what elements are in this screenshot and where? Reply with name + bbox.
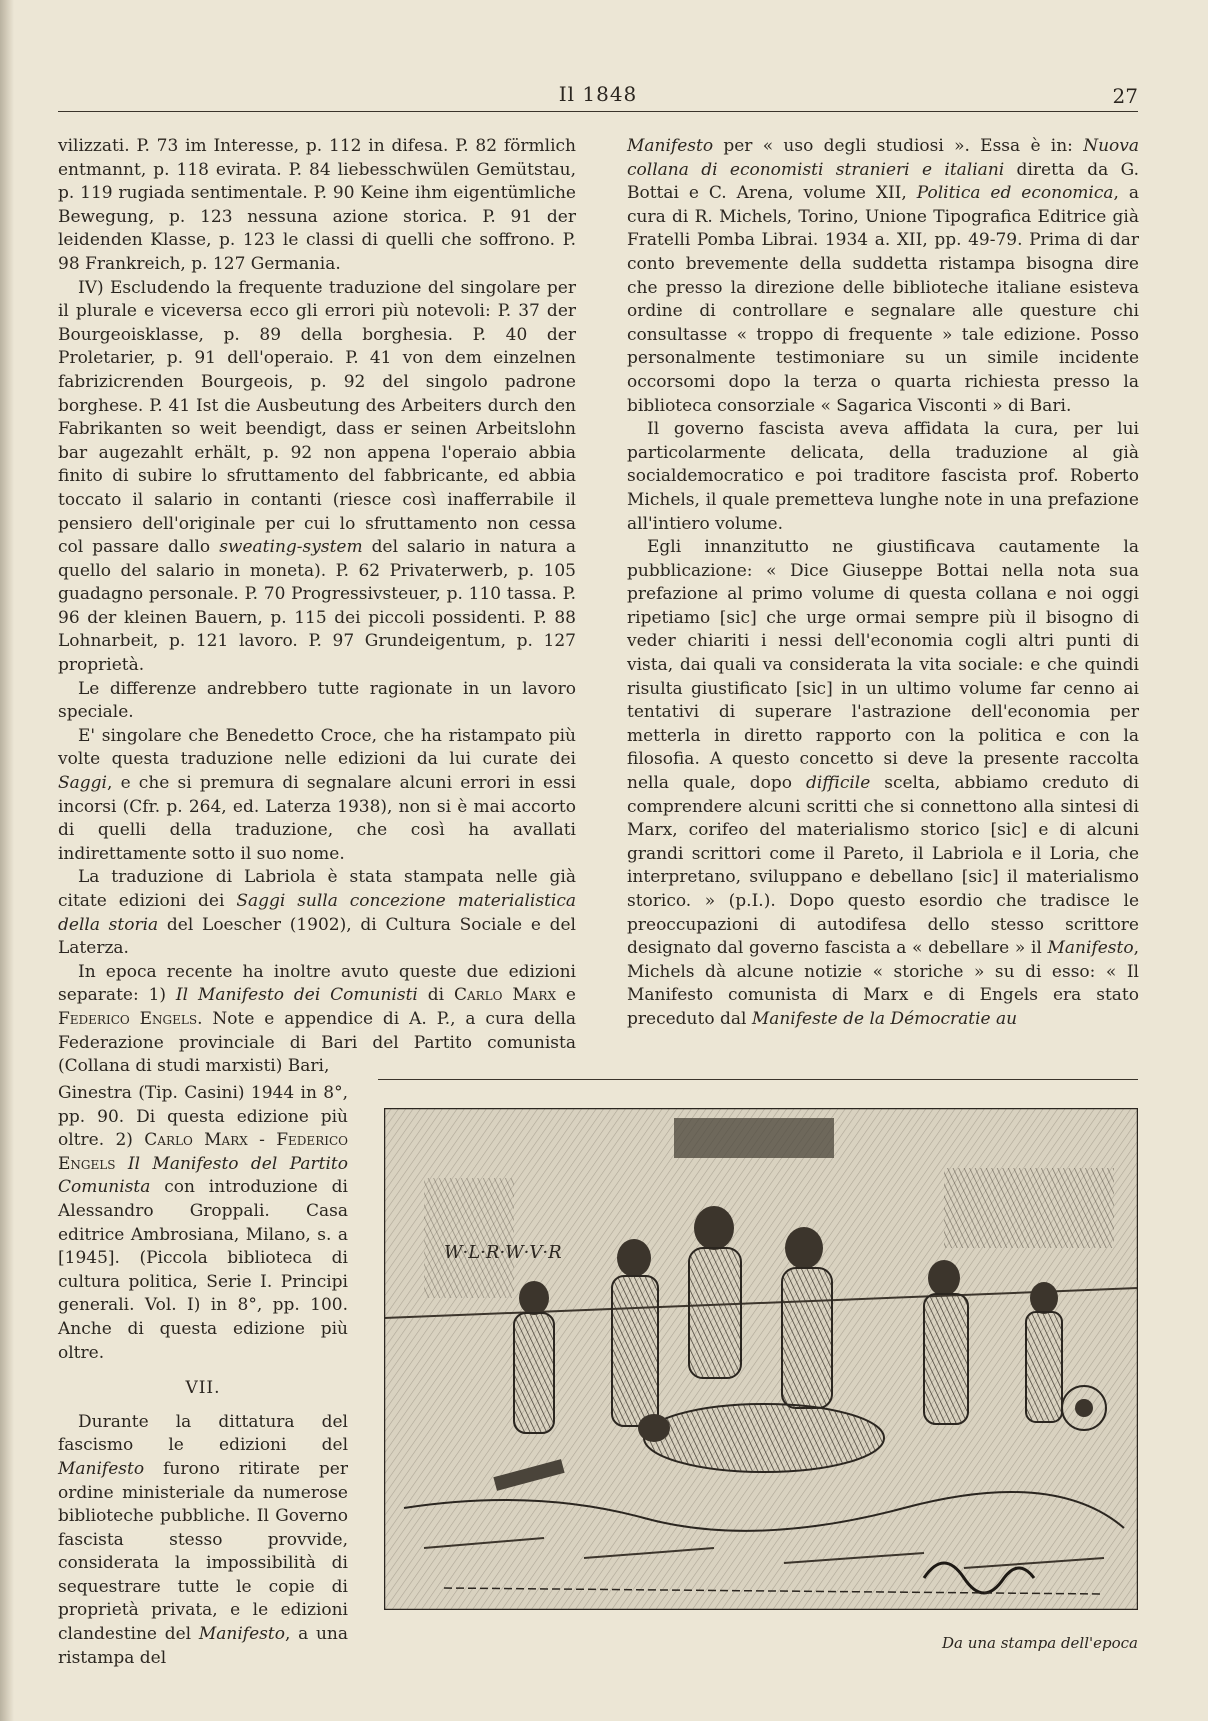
paragraph: vilizzati. P. 73 im Interesse, p. 112 in difesa. P. 82 förmlich entmannt, p. 118 evirata. P. 84 liebesschwülen Gemütstau, p. 119 rugiada sentimentale. P. 90 Keine ihm eigentümliche Bewegung, p. 123 nessuna azione storica. P. 91 der leidenden Klasse, p. 123 le classi di quelli che soffrono. P. 98 Frankreich, p. 127 Germania. bbox=[58, 136, 576, 274]
running-title: Il 1848 bbox=[558, 82, 638, 106]
paragraph: IV) Escludendo la frequente traduzione del singolare per il plurale e viceversa ecco gli errori più notevoli: P. 37 der Bourgeoisklasse, p. 89 della borghesia. P. 40 der Proletarier, p. 91 dell'operaio. P. 41 von dem einzelnen fabrizicrenden Bourgeois, p. 92 del singolo padrone borghese. P. 41 Ist die Ausbeutung des Arbeiters durch den Fabrikanten so weit beendigt, dass er seinen Arbeitslohn bar augezahlt erhält, p. 92 non appena l'operaio abbia finito di subire lo sfruttamento del fabbricante, ed abbia toccato il salario in contanti (riesce così inafferrabile il pensiero dell'originale per cui lo sfruttamento non cessa col passare dallo sweating-system del salario in natura a quello del salario in moneta). P. 62 Privaterwerb, p. 105 guadagno personale. P. 70 Progressivsteuer, p. 110 tassa. P. 96 der kleinen Bauern, p. 115 dei piccoli possidenti. P. 88 Lohnarbeit, p. 121 lavoro. P. 97 Grundeigentum, p. 127 proprietà. bbox=[58, 277, 576, 676]
right-column bbox=[627, 135, 1139, 1032]
paragraph: E' singolare che Benedetto Croce, che ha ristampato più volte questa traduzione nelle edizioni da lui curate dei Saggi, e che si premura di segnalare alcuni errori in essi incorsi (Cfr. p. 264, ed. Laterza 1938), non si è mai accorto di quelli della traduzione, che così ha avallati indirettamente sotto il suo nome. bbox=[58, 725, 576, 864]
engraving-illustration bbox=[384, 1108, 1138, 1610]
running-head bbox=[58, 82, 1138, 108]
figure-top-rule bbox=[378, 1079, 1138, 1080]
paragraph: La traduzione di Labriola è stata stampata nelle già citate edizioni dei Saggi sulla concezione materialistica della storia del Loescher (1902), di Cultura Sociale e del Laterza. bbox=[58, 867, 576, 959]
header-rule bbox=[58, 111, 1138, 112]
section-number: VII. bbox=[185, 1378, 221, 1399]
engraving-figure bbox=[384, 1108, 1138, 1610]
wall-graffiti: W·L·R·W·V·R bbox=[444, 1242, 562, 1263]
page-number: 27 bbox=[1112, 84, 1138, 108]
paragraph: Manifesto per « uso degli studiosi ». Essa è in: Nuova collana di economisti stranieri e italiani diretta da G. Bottai e C. Arena, volume XII, Politica ed economica, a cura di R. Michels, Torino, Unione Tipografica Editrice già Fratelli Pomba Librai. 1934 a. XII, pp. 49-79. Prima di dar conto brevemente della suddetta ristampa bisogna dire che presso la direzione delle biblioteche italiane esisteva ordine di controllare e segnalare alle questure chi consultasse « troppo di frequente » tale edizione. Posso personalmente testimoniare su un simile incidente occorsomi dopo la terza o quarta richiesta presso la biblioteca consorziale « Sagarica Visconti » di Bari. bbox=[627, 136, 1140, 416]
left-column bbox=[58, 135, 576, 1079]
left-column-narrow bbox=[58, 1082, 348, 1670]
page-edge-shadow bbox=[0, 0, 14, 1721]
paragraph: Ginestra (Tip. Casini) 1944 in 8°, pp. 90. Di questa edizione più oltre. 2) Carlo Marx - Federico Engels Il Manifesto del Partito Comunista con introduzione di Alessandro Groppali. Casa editrice Ambrosiana, Milano, s. a [1945]. (Piccola biblioteca di cultura politica, Serie I. Principi generali. Vol. I) in 8°, pp. 100. Anche di questa edizione più oltre. bbox=[58, 1083, 348, 1363]
paragraph: Le differenze andrebbero tutte ragionate in un lavoro speciale. bbox=[58, 678, 576, 723]
paragraph: In epoca recente ha inoltre avuto queste due edizioni separate: 1) Il Manifesto dei Comunisti di Carlo Marx e Federico Engels. Note e appendice di A. P., a cura della Federazione provinciale di Bari del Partito comunista (Collana di studi marxisti) Bari, bbox=[58, 961, 576, 1077]
paragraph: Il governo fascista aveva affidata la cura, per lui particolarmente delicata, della traduzione al già socialdemocratico e poi traditore fascista prof. Roberto Michels, il quale premetteva lunghe note in una prefazione all'intiero volume. bbox=[627, 419, 1139, 534]
paragraph: Egli innanzitutto ne giustificava cautamente la pubblicazione: « Dice Giuseppe Bottai nella nota sua prefazione al primo volume di questa collana e noi oggi ripetiamo [sic] che urge ormai sempre più il bisogno di veder chiariti i nessi dell'economia cogli altri punti di vista, dai quali va considerata la vita sociale: e che quindi risulta giustificato [sic] in un ultimo volume far cenno ai tentativi di superare l'astrazione dell'economia per metterla in diretto rapporto con la politica e con la filosofia. A questo concetto si deve la presente raccolta nella quale, dopo difficile scelta, abbiamo creduto di comprendere alcuni scritti che si connettono alla sintesi di Marx, corifeo del materialismo storico [sic] e di alcuni grandi scrittori come il Pareto, il Labriola e il Loria, che interpretano, sviluppano e debellano [sic] il materialismo storico. » (p.I.). Dopo questo esordio che tradisce le preoccupazioni di autodifesa dello stesso scrittore designato dal governo fascista a « debellare » il Manifesto, Michels dà alcune notizie « storiche » su di esso: « Il Manifesto comunista di Marx e di Engels era stato preceduto dal Manifeste de la Démocratie au bbox=[627, 537, 1139, 1029]
figure-caption: Da una stampa dell'epoca bbox=[941, 1634, 1138, 1652]
paragraph: Durante la dittatura del fascismo le edizioni del Manifesto furono ritirate per ordine ministeriale da numerose biblioteche pubbliche. Il Governo fascista stesso provvide, considerata la impossibilità di sequestrare tutte le copie di proprietà privata, e le edizioni clandestine del Manifesto, a una ristampa del bbox=[58, 1411, 348, 1668]
